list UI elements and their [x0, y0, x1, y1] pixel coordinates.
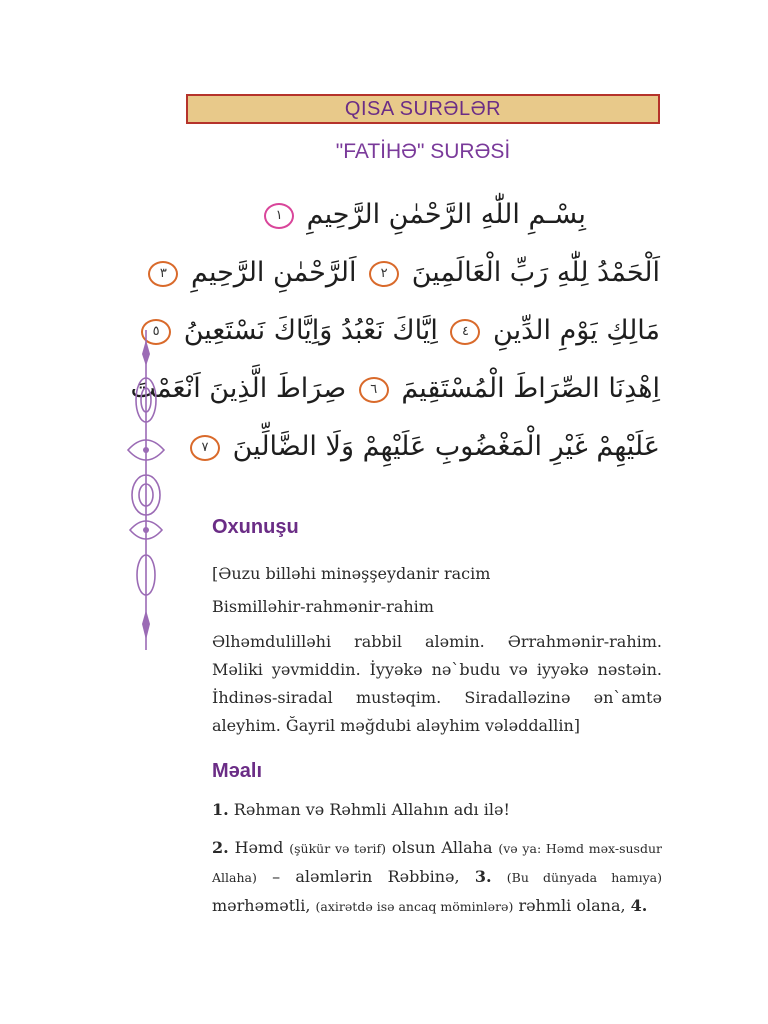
ayah-marker-4: ٤ — [450, 319, 480, 345]
oxunusu-heading: Oxunuşu — [212, 516, 299, 538]
section-header-title: QISA SURƏLƏR — [344, 97, 502, 120]
arabic-line-1: بِسْـمِ اللّٰهِ الرَّحْمٰنِ الرَّحِيمِ ١ — [186, 186, 660, 244]
meali-heading: Məalı — [212, 760, 263, 782]
meali-item-1: 1. Rəhman və Rəhmli Allahın adı ilə! — [212, 800, 510, 819]
arabic-line-2: اَلْحَمْدُ لِلّٰهِ رَبِّ الْعَالَمِينَ ٢ اَلرَّحْمٰنِ الرَّحِيمِ ٣ — [186, 244, 660, 302]
oxunusu-paragraph: Əlhəmdulilləhi rabbil aləmin. Ərrahmənir-rahim. Məliki yəvmiddin. İyyəkə nə`budu və iyyəkə nəstəin. İhdinəs-siradal mustəqim. Siradalləzinə ən`amtə aleyhim. Ğayril məğdubi aləyhim vələddallin] — [212, 632, 662, 735]
arabic-line-5: عَلَيْهِمْ غَيْرِ الْمَغْضُوبِ عَلَيْهِمْ وَلَا الضَّالِّينَ ٧ — [186, 418, 660, 476]
arabic-line-4: اِهْدِنَا الصِّرَاطَ الْمُسْتَقِيمَ ٦ صِرَاطَ الَّذِينَ اَنْعَمْتَ — [130, 373, 660, 404]
ayah-marker-6: ٦ — [359, 377, 389, 403]
arabic-text-block — [130, 186, 660, 476]
oxunusu-line-1: [Əuzu billəhi minəşşeydanir racim — [212, 564, 491, 583]
ayah-marker-5: ٥ — [141, 319, 171, 345]
meali-item-2: 2. Həmd (şükür və tərif) olsun Allaha (və ya: Həmd məx-susdur Allaha) – aləmlərin Rəbbinə, 3. (Bu dünyada hamıya) mərhəmətli, (axirətdə isə ancaq möminlərə) rəhmli olana, 4. — [212, 838, 663, 915]
ayah-marker-7: ٧ — [190, 435, 220, 461]
section-header — [186, 94, 660, 124]
arabic-line-3: مَالِكِ يَوْمِ الدِّينِ ٤ اِيَّاكَ نَعْبُدُ وَاِيَّاكَ نَسْتَعِينُ ٥ — [186, 302, 660, 360]
ayah-marker-1: ١ — [264, 203, 294, 229]
ayah-marker-2: ٢ — [369, 261, 399, 287]
oxunusu-line-2: Bismilləhir-rahmənir-rahim — [212, 597, 434, 616]
surah-title: "FATİHƏ" SURƏSİ — [335, 140, 511, 163]
ayah-marker-3: ٣ — [148, 261, 178, 287]
decorative-ornament-icon — [124, 330, 168, 650]
